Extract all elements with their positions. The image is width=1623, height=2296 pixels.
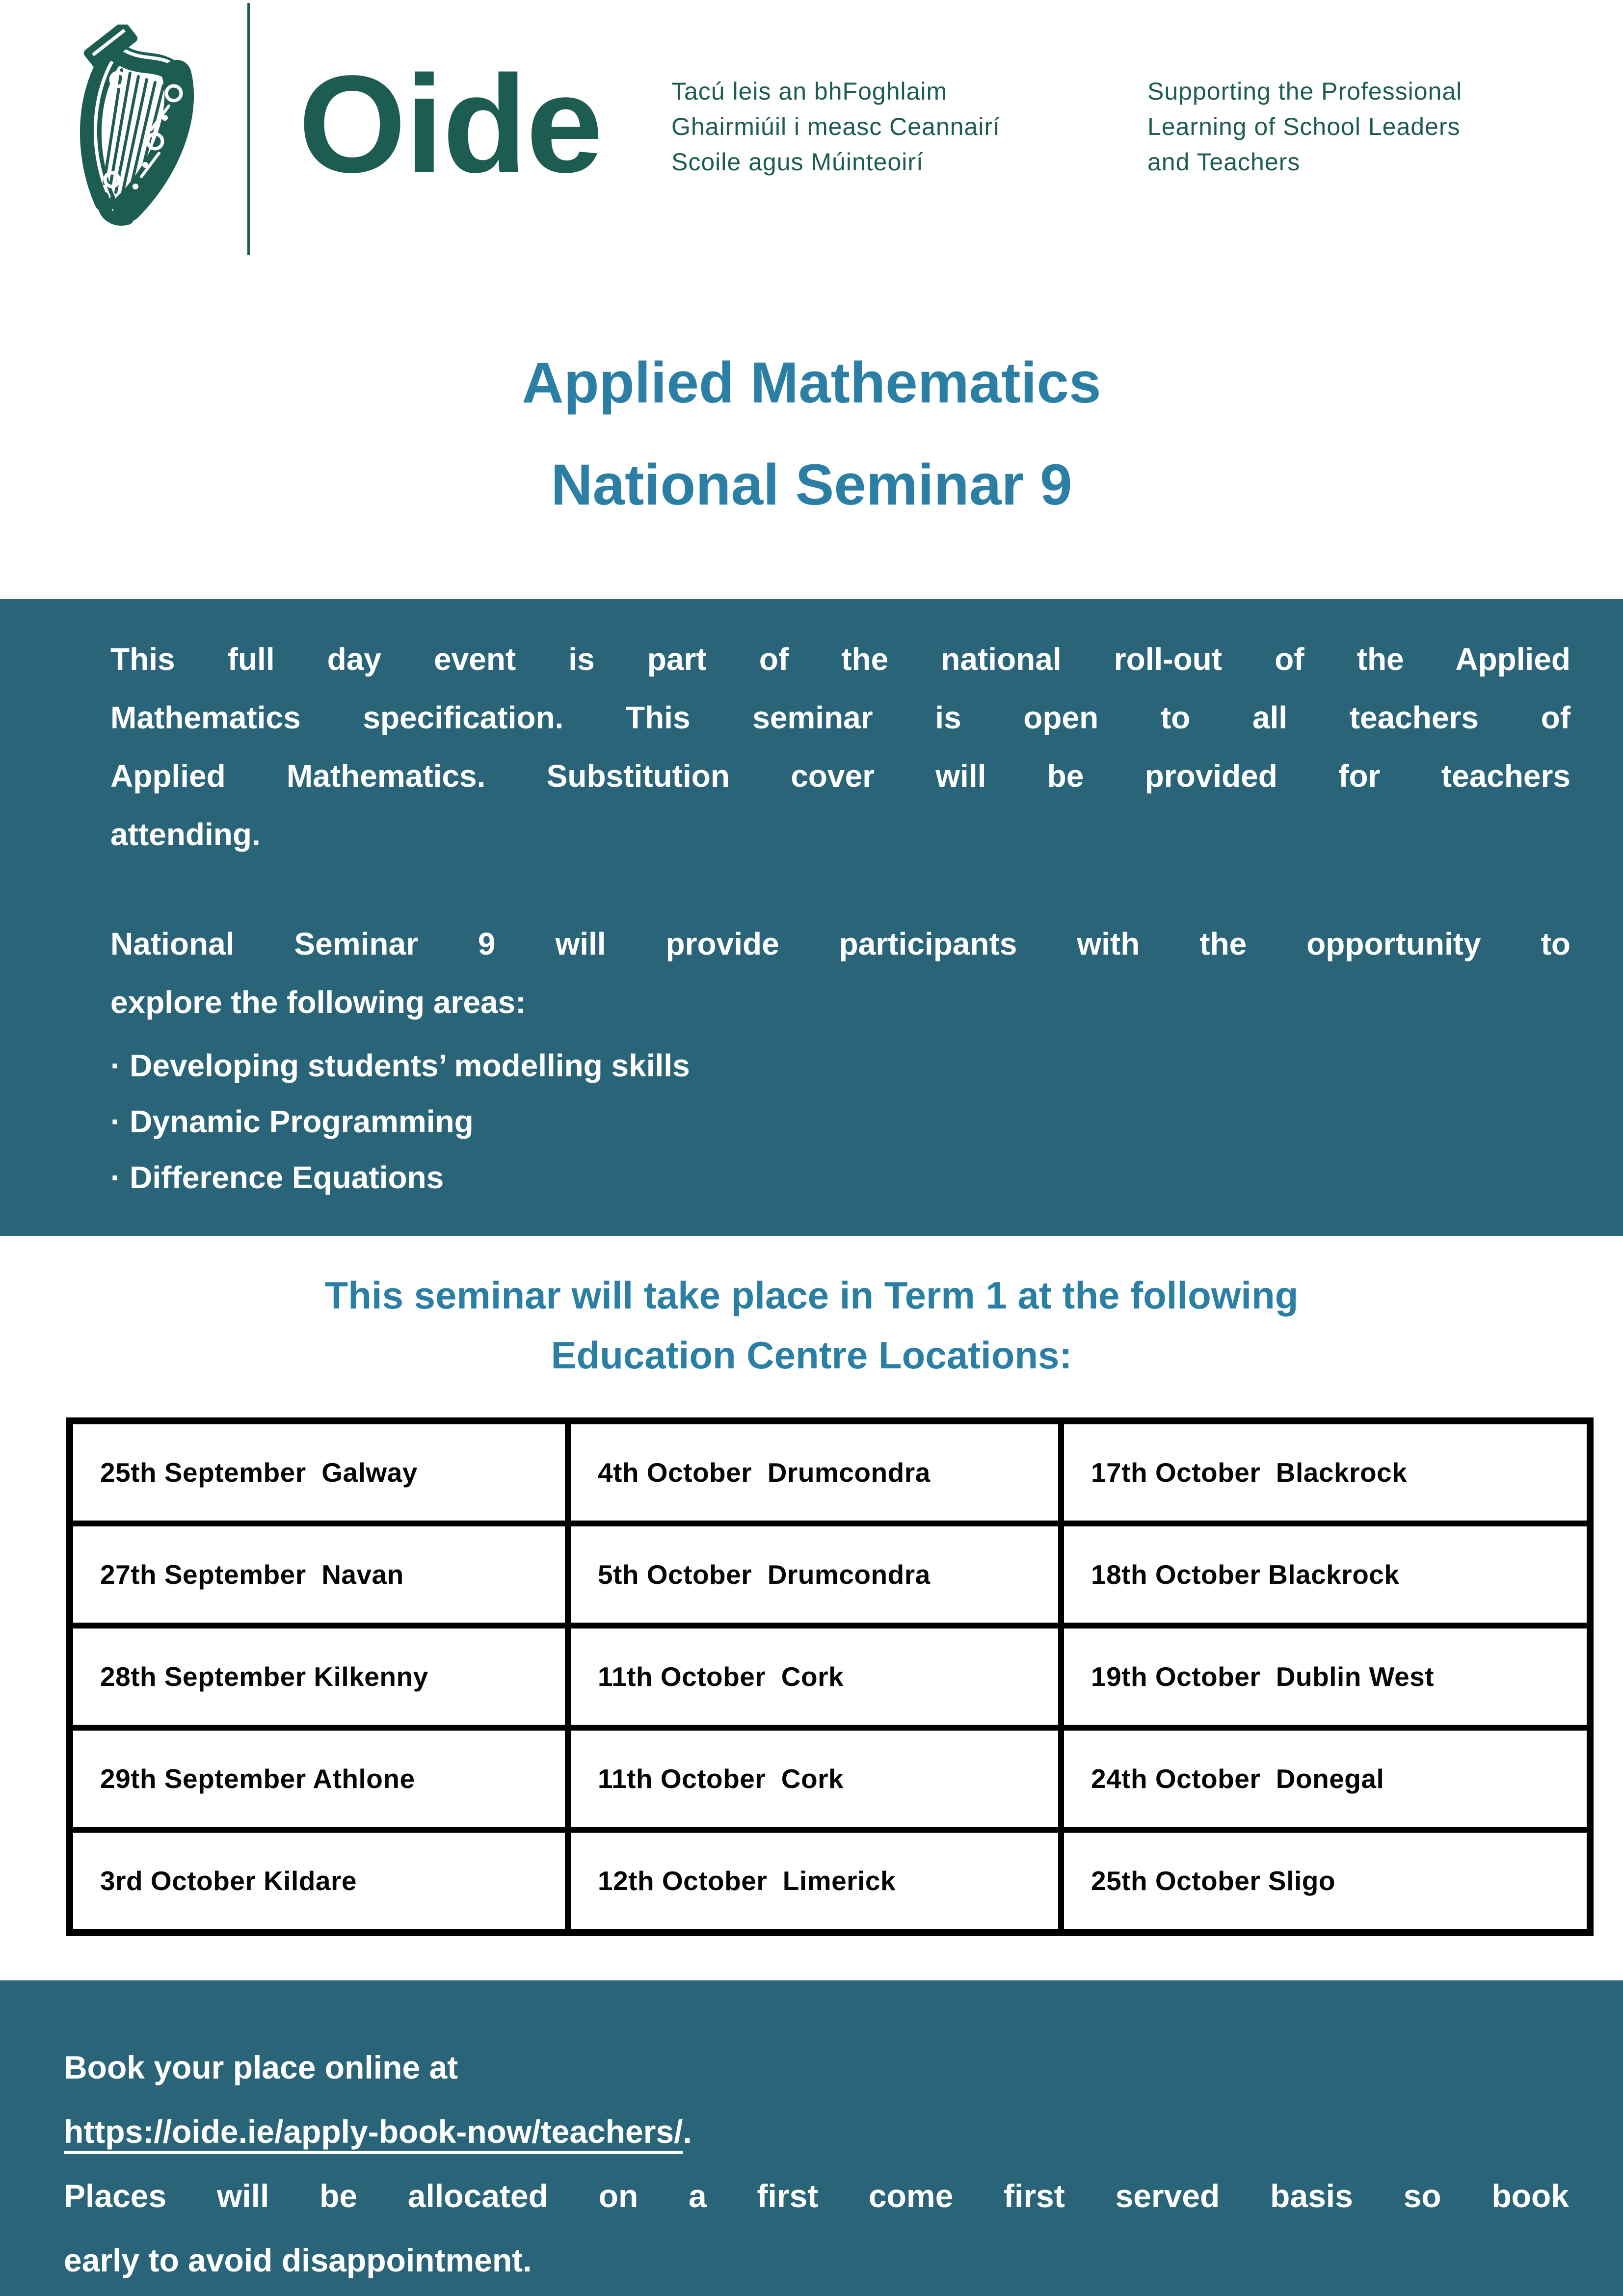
- intro-paragraph-2-line: National Seminar 9 will provide participants with the opportunity to: [110, 926, 1570, 961]
- intro-band: [0, 599, 1623, 1236]
- intro-paragraph-2: [110, 915, 1570, 1032]
- harp-logo-icon: [73, 25, 196, 228]
- schedule-cell: 17th October Blackrock: [1061, 1421, 1590, 1523]
- tagline-irish: [671, 74, 1000, 180]
- intro-paragraph-1-line: Applied Mathematics. Substitution cover will be provided for teachers: [110, 758, 1570, 794]
- tagline-irish-line-3: Scoile agus Múinteoirí: [671, 148, 924, 176]
- footer-band: [0, 1980, 1623, 2296]
- locations-heading-line-1: This seminar will take place in Term 1 at the following: [324, 1274, 1299, 1317]
- schedule-cell: 24th October Donegal: [1061, 1728, 1590, 1830]
- booking-link-suffix: .: [683, 2113, 692, 2150]
- bullet-item: · Dynamic Programming: [110, 1104, 474, 1139]
- booking-intro-text: Book your place online at: [64, 2049, 458, 2085]
- schedule-cell: 29th September Athlone: [70, 1728, 568, 1830]
- page-title-line-2: National Seminar 9: [551, 453, 1072, 517]
- schedule-cell: 25th October Sligo: [1061, 1830, 1590, 1932]
- header: [0, 0, 1623, 275]
- table-row: [70, 1830, 1590, 1932]
- schedule-cell: 5th October Drumcondra: [568, 1523, 1061, 1626]
- schedule-cell: 4th October Drumcondra: [568, 1421, 1061, 1523]
- table-row: [70, 1626, 1590, 1728]
- booking-link[interactable]: https://oide.ie/apply-book-now/teachers/: [64, 2113, 683, 2150]
- header-divider: [247, 3, 250, 255]
- schedule-cell: 19th October Dublin West: [1061, 1626, 1590, 1728]
- schedule-cell: 27th September Navan: [70, 1523, 568, 1626]
- intro-paragraph-1-line: attending.: [110, 817, 261, 852]
- schedule-cell: 25th September Galway: [70, 1421, 568, 1523]
- schedule-cell: 11th October Cork: [568, 1728, 1061, 1830]
- table-row: [70, 1421, 1590, 1523]
- bullet-item: · Difference Equations: [110, 1160, 444, 1195]
- bullet-item: · Developing students’ modelling skills: [110, 1048, 690, 1083]
- tagline-english-line-3: and Teachers: [1147, 148, 1301, 176]
- intro-paragraph-2-line: explore the following areas:: [110, 985, 526, 1020]
- schedule-cell: 12th October Limerick: [568, 1830, 1061, 1932]
- intro-paragraph-1-line: Mathematics specification. This seminar is open to all teachers of: [110, 700, 1570, 735]
- schedule-table: [66, 1417, 1594, 1936]
- page-title-line-1: Applied Mathematics: [522, 350, 1101, 415]
- places-text-line-2: early to avoid disappointment.: [64, 2242, 532, 2278]
- schedule-cell: 3rd October Kildare: [70, 1830, 568, 1932]
- tagline-irish-line-2: Ghairmiúil i measc Ceannairí: [671, 113, 1000, 140]
- intro-paragraph-1: [110, 630, 1570, 864]
- tagline-english-line-2: Learning of School Leaders: [1147, 113, 1461, 140]
- places-text-line-1: Places will be allocated on a first come first served basis so book: [64, 2178, 1569, 2214]
- locations-heading: [0, 1265, 1623, 1385]
- booking-link-line: [64, 2100, 1569, 2164]
- table-row: [70, 1523, 1590, 1626]
- page-title: [0, 332, 1623, 536]
- tagline-english: [1147, 74, 1462, 180]
- schedule-cell: 18th October Blackrock: [1061, 1523, 1590, 1626]
- intro-paragraph-1-line: This full day event is part of the national roll-out of the Applied: [110, 641, 1570, 677]
- schedule-cell: 11th October Cork: [568, 1626, 1061, 1728]
- locations-heading-line-2: Education Centre Locations:: [551, 1334, 1072, 1377]
- intro-bullet-list: [110, 1038, 1570, 1205]
- tagline-irish-line-1: Tacú leis an bhFoghlaim: [671, 78, 948, 105]
- schedule-cell: 28th September Kilkenny: [70, 1626, 568, 1728]
- oide-wordmark: Oide: [298, 47, 602, 201]
- table-row: [70, 1728, 1590, 1830]
- tagline-english-line-1: Supporting the Professional: [1147, 78, 1463, 105]
